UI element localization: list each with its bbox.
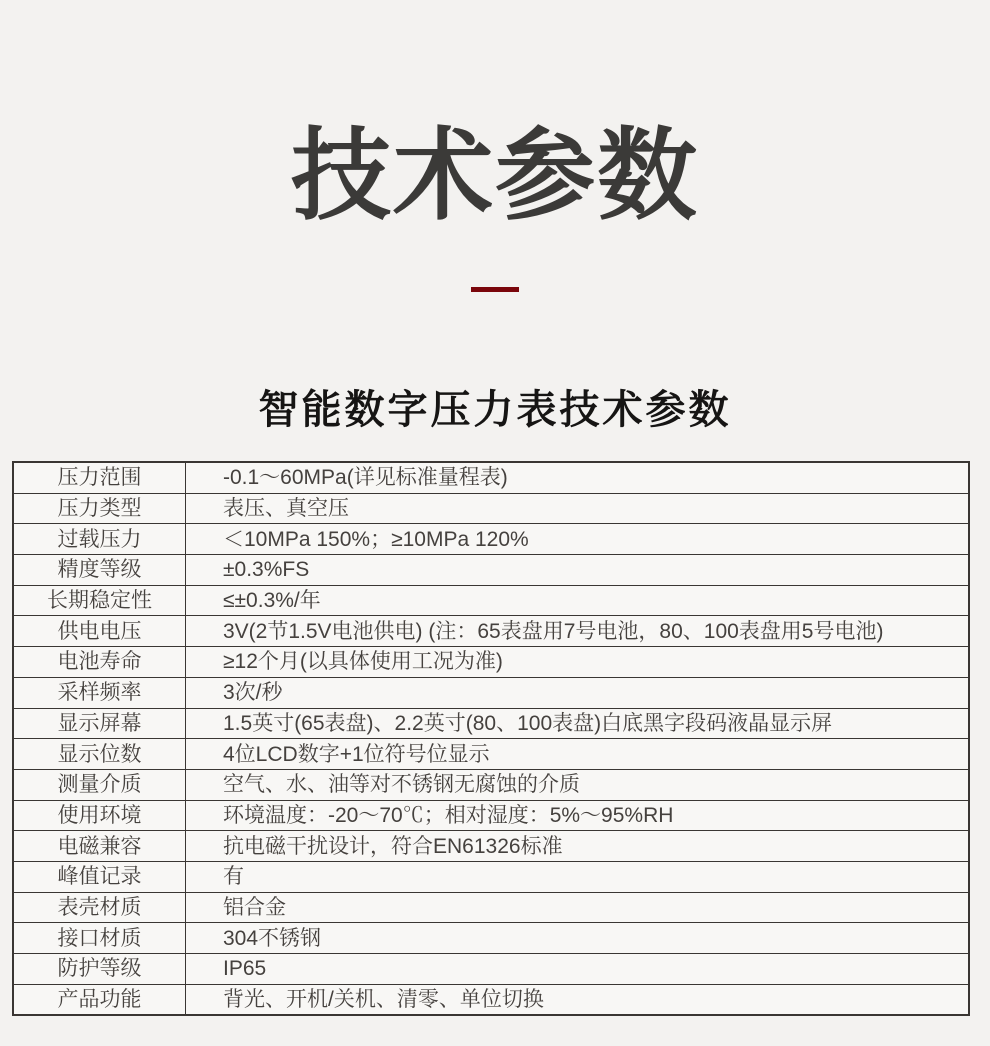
spec-value: ±0.3%FS bbox=[186, 555, 970, 586]
table-row bbox=[13, 984, 969, 1015]
spec-table-body bbox=[13, 462, 969, 1015]
spec-value: 4位LCD数字+1位符号位显示 bbox=[186, 739, 970, 770]
spec-value: 铝合金 bbox=[186, 892, 970, 923]
table-row bbox=[13, 954, 969, 985]
spec-value: 304不锈钢 bbox=[186, 923, 970, 954]
table-row bbox=[13, 739, 969, 770]
spec-value: 环境温度：-20～70℃；相对湿度：5%～95%RH bbox=[186, 800, 970, 831]
spec-table bbox=[12, 461, 970, 1016]
spec-label: 电池寿命 bbox=[13, 647, 186, 678]
spec-label: 供电电压 bbox=[13, 616, 186, 647]
spec-value: ≥12个月(以具体使用工况为准) bbox=[186, 647, 970, 678]
spec-label: 峰值记录 bbox=[13, 861, 186, 892]
spec-value: 有 bbox=[186, 861, 970, 892]
spec-label: 测量介质 bbox=[13, 769, 186, 800]
spec-label: 长期稳定性 bbox=[13, 585, 186, 616]
page-title: 技术参数 bbox=[291, 120, 699, 232]
spec-label: 接口材质 bbox=[13, 923, 186, 954]
spec-value: -0.1～60MPa(详见标准量程表) bbox=[186, 462, 970, 493]
spec-label: 产品功能 bbox=[13, 984, 186, 1015]
table-row bbox=[13, 800, 969, 831]
spec-label: 显示位数 bbox=[13, 739, 186, 770]
table-row bbox=[13, 923, 969, 954]
spec-label: 压力类型 bbox=[13, 493, 186, 524]
table-row bbox=[13, 462, 969, 493]
spec-value: ≤±0.3%/年 bbox=[186, 585, 970, 616]
spec-label: 表壳材质 bbox=[13, 892, 186, 923]
spec-value: 1.5英寸(65表盘)、2.2英寸(80、100表盘)白底黑字段码液晶显示屏 bbox=[186, 708, 970, 739]
spec-value: 表压、真空压 bbox=[186, 493, 970, 524]
spec-label: 过载压力 bbox=[13, 524, 186, 555]
table-row bbox=[13, 769, 969, 800]
spec-label: 电磁兼容 bbox=[13, 831, 186, 862]
spec-label: 精度等级 bbox=[13, 555, 186, 586]
table-row bbox=[13, 708, 969, 739]
spec-value: 抗电磁干扰设计，符合EN61326标准 bbox=[186, 831, 970, 862]
spec-value: IP65 bbox=[186, 954, 970, 985]
table-subtitle: 智能数字压力表技术参数 bbox=[258, 388, 732, 432]
table-row bbox=[13, 892, 969, 923]
spec-label: 采样频率 bbox=[13, 677, 186, 708]
table-row bbox=[13, 585, 969, 616]
table-row bbox=[13, 616, 969, 647]
table-row bbox=[13, 555, 969, 586]
spec-label: 防护等级 bbox=[13, 954, 186, 985]
table-row bbox=[13, 677, 969, 708]
spec-value: 3V(2节1.5V电池供电) (注：65表盘用7号电池，80、100表盘用5号电池) bbox=[186, 616, 970, 647]
title-divider bbox=[471, 287, 519, 292]
spec-value: 空气、水、油等对不锈钢无腐蚀的介质 bbox=[186, 769, 970, 800]
spec-label: 压力范围 bbox=[13, 462, 186, 493]
table-row bbox=[13, 861, 969, 892]
spec-label: 使用环境 bbox=[13, 800, 186, 831]
spec-label: 显示屏幕 bbox=[13, 708, 186, 739]
table-row bbox=[13, 831, 969, 862]
spec-value: 3次/秒 bbox=[186, 677, 970, 708]
spec-value: ＜10MPa 150%；≥10MPa 120% bbox=[186, 524, 970, 555]
table-row bbox=[13, 493, 969, 524]
table-row bbox=[13, 647, 969, 678]
table-row bbox=[13, 524, 969, 555]
spec-value: 背光、开机/关机、清零、单位切换 bbox=[186, 984, 970, 1015]
